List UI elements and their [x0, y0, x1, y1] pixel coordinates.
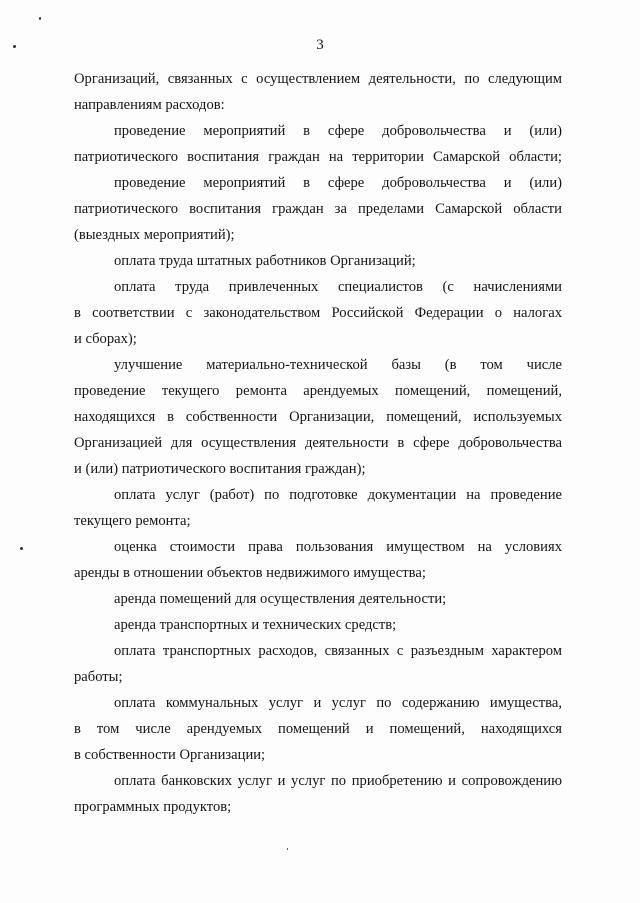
text-line: улучшение материально-технической базы (в том числе [114, 357, 562, 373]
text-line: проведение текущего ремонта арендуемых помещений, помещений, [74, 383, 562, 399]
text-line: оплата труда привлеченных специалистов (с начислениями [114, 279, 562, 295]
scan-speck [20, 547, 23, 550]
text-line: программных продуктов; [74, 799, 232, 815]
page-number: 3 [316, 37, 324, 53]
text-line: оплата транспортных расходов, связанных с разъездным характером [114, 643, 562, 659]
paragraph [74, 352, 562, 482]
text-line: текущего ремонта; [74, 513, 191, 529]
text-line: патриотического воспитания граждан на территории Самарской области; [74, 149, 562, 165]
paragraph [74, 118, 562, 170]
paragraph [74, 170, 562, 248]
text-line: оплата коммунальных услуг и услуг по содержанию имущества, [114, 695, 562, 711]
text-line: оценка стоимости права пользования имуществом на условиях [114, 539, 562, 555]
text-line: проведение мероприятий в сфере добровольчества и (или) [114, 123, 562, 139]
paragraph [74, 274, 562, 352]
document-body [74, 66, 562, 820]
text-line: в собственности Организации; [74, 747, 266, 763]
paragraph [74, 612, 562, 638]
text-line: оплата банковских услуг и услуг по приобретению и сопровождению [114, 773, 562, 789]
paragraph [74, 534, 562, 586]
text-line: патриотического воспитания граждан за пределами Самарской области [74, 201, 562, 217]
paragraph [74, 586, 562, 612]
scan-speck [39, 17, 41, 20]
text-line: (выездных мероприятий); [74, 227, 235, 243]
paragraph [74, 638, 562, 690]
text-line: аренда помещений для осуществления деятельности; [114, 591, 447, 607]
text-line: в соответствии с законодательством Российской Федерации о налогах [74, 305, 562, 321]
text-line: в том числе арендуемых помещений и помещений, находящихся [74, 721, 562, 737]
paragraph [74, 66, 562, 118]
text-line: аренда транспортных и технических средств; [114, 617, 397, 633]
text-line: Организацией для осуществления деятельности в сфере добровольчества [74, 435, 562, 451]
paragraph [74, 690, 562, 768]
text-line: направлениям расходов: [74, 97, 225, 113]
text-line: Организаций, связанных с осуществлением деятельности, по следующим [74, 71, 562, 87]
text-line: находящихся в собственности Организации, помещений, используемых [74, 409, 562, 425]
paragraph [74, 482, 562, 534]
paragraph [74, 768, 562, 820]
text-line: и сборах); [74, 331, 137, 347]
text-line: работы; [74, 669, 123, 685]
text-line: и (или) патриотического воспитания граждан); [74, 461, 366, 477]
text-line: проведение мероприятий в сфере добровольчества и (или) [114, 175, 562, 191]
text-line: аренды в отношении объектов недвижимого имущества; [74, 565, 426, 581]
text-line: оплата труда штатных работников Организаций; [114, 253, 416, 269]
scan-speck [287, 848, 288, 850]
paragraph [74, 248, 562, 274]
text-line: оплата услуг (работ) по подготовке документации на проведение [114, 487, 562, 503]
